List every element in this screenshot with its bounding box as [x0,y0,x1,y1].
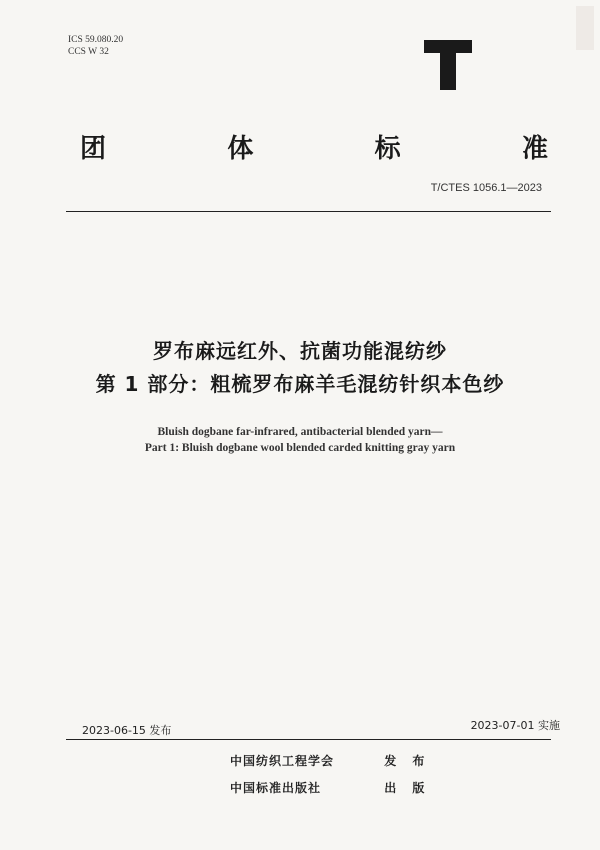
t-standard-logo-icon [424,40,472,90]
bottom-divider [66,739,551,740]
title-zh-line2: 第 1 部分：粗梳罗布麻羊毛混纺针织本色纱 [95,372,505,396]
standard-type-char: 体 [227,134,256,164]
publisher-org: 中国标准出版社 [230,781,322,795]
publisher-row [230,752,430,769]
standard-type-char: 标 [374,134,403,164]
classification-codes [68,34,123,58]
standard-type-char: 准 [521,134,550,164]
top-divider [66,211,551,212]
title-en-line1: Bluish dogbane far-infrared, antibacterial blended yarn— [157,426,443,438]
publisher-row [230,779,430,796]
publisher-action: 发 布 [384,754,431,768]
publisher-org: 中国纺织工程学会 [230,754,335,768]
standard-number: T/CTES 1056.1—2023 [430,182,542,194]
publisher-action: 出 版 [384,781,431,795]
title-en-line2: Part 1: Bluish dogbane wool blended carded knitting gray yarn [144,442,456,454]
implementation-date: 2023-07-01 实施 [470,719,560,732]
issue-date: 2023-06-15 发布 [82,724,172,737]
page-edge-mark [576,6,594,50]
ccs-code: CCS W 32 [68,47,109,57]
ics-code: ICS 59.080.20 [68,35,124,45]
standard-type-heading [80,128,550,165]
title-zh-line1: 罗布麻远红外、抗菌功能混纺纱 [153,339,447,363]
standard-type-char: 团 [80,134,109,164]
